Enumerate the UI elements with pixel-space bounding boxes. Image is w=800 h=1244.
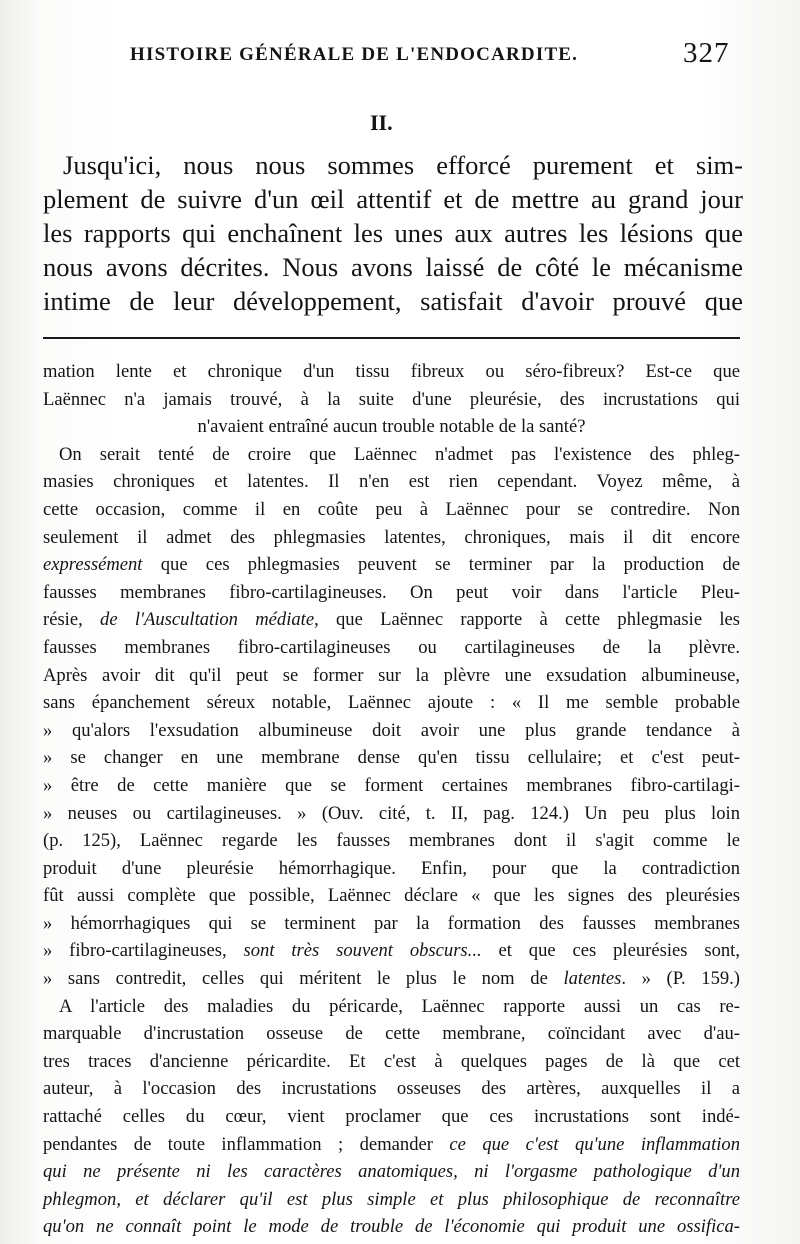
- footnote-text: résie,: [43, 609, 101, 631]
- running-title: HISTOIRE GÉNÉRALE DE L'ENDOCARDITE.: [130, 44, 579, 65]
- footnote-line: [43, 1131, 740, 1159]
- main-text-line: intime de leur développement, satisfait d'avoir prouvé que: [43, 286, 743, 316]
- footnote-line: [43, 441, 740, 469]
- footnote-line: [43, 524, 740, 552]
- footnote-text: » sans contredit, celles qui méritent le plus le nom de: [43, 968, 564, 990]
- footnote-line: [43, 1075, 740, 1103]
- footnote-line: [43, 1158, 740, 1186]
- footnote-line: [43, 1020, 740, 1048]
- footnote-line: [43, 910, 740, 938]
- footnote-italic: de l'Auscultation médiate: [100, 609, 315, 631]
- footnote-text: » fibro-cartilagineuses,: [43, 940, 244, 962]
- footnote-text: rattaché celles du cœur, vient proclamer que ces incrustations sont indé-: [43, 1106, 740, 1128]
- footnote-italic: qu'on ne connaît point le mode de trouble de l'économie qui produit une ossifica-: [43, 1216, 740, 1238]
- footnote-line: [43, 965, 740, 993]
- page-number: 327: [683, 37, 730, 69]
- footnote-text: masies chroniques et latentes. Il n'en est rien cependant. Voyez même, à: [43, 471, 740, 493]
- footnote-line: [43, 1048, 740, 1076]
- footnote-text: fausses membranes fibro-cartilagineuses. On peut voir dans l'article Pleu-: [43, 581, 740, 603]
- footnote-text: sans épanchement séreux notable, Laënnec ajoute : « Il me semble probable: [43, 692, 740, 714]
- footnote-line: [43, 358, 740, 386]
- footnote-italic: phlegmon, et déclarer qu'il est plus simple et plus philosophique de reconnaître: [43, 1188, 740, 1210]
- main-text-line: plement de suivre d'un œil attentif et de mettre au grand jour: [43, 184, 743, 214]
- footnote-text: » neuses ou cartilagineuses. » (Ouv. cité, t. II, pag. 124.) Un peu plus loin: [43, 802, 740, 824]
- footnote-italic: latentes: [563, 968, 622, 990]
- footnote-line: [43, 1186, 740, 1214]
- footnote-line: [43, 606, 740, 634]
- footnote-separator: [43, 337, 740, 339]
- footnote-line: [43, 1103, 740, 1131]
- main-text-line: Jusqu'ici, nous nous sommes efforcé purement et sim-: [63, 150, 743, 180]
- footnote-text: » qu'alors l'exsudation albumineuse doit avoir une plus grande tendance à: [43, 719, 740, 741]
- footnote-text: » se changer en une membrane dense qu'en tissu cellulaire; et c'est peut-: [43, 747, 740, 769]
- footnotes: [43, 358, 740, 1241]
- footnote-line: [43, 937, 740, 965]
- footnote-italic: sont très souvent obscurs...: [243, 940, 482, 962]
- footnote-line: [43, 882, 740, 910]
- footnote-text: marquable d'incrustation osseuse de cette membrane, coïncidant avec d'au-: [43, 1023, 740, 1045]
- footnote-text: Laënnec n'a jamais trouvé, à la suite d'une pleurésie, des incrustations qui: [43, 388, 740, 410]
- footnote-text: cette occasion, comme il en coûte peu à Laënnec pour se contredire. Non: [43, 498, 740, 520]
- footnote-line: [43, 662, 740, 690]
- footnote-line: [43, 772, 740, 800]
- footnote-italic: ce que c'est qu'une inflammation: [449, 1133, 740, 1155]
- footnote-line: [43, 855, 740, 883]
- footnote-text: fausses membranes fibro-cartilagineuses ou cartilagineuses de la plèvre.: [43, 636, 740, 658]
- footnote-line: [43, 717, 740, 745]
- footnote-text: mation lente et chronique d'un tissu fibreux ou séro-fibreux? Est-ce que: [43, 361, 740, 382]
- footnote-text: seulement il admet des phlegmasies latentes, chroniques, mais il dit encore: [43, 526, 740, 548]
- footnote-line: [43, 993, 740, 1021]
- footnote-text: , que Laënnec rapporte à cette phlegmasie les: [314, 609, 741, 631]
- footnote-line: [43, 386, 740, 414]
- footnote-line: [43, 413, 740, 441]
- footnote-line: [43, 800, 740, 828]
- footnote-line: [43, 689, 740, 717]
- footnote-line: [43, 744, 740, 772]
- main-text-line: les rapports qui enchaînent les unes aux autres les lésions que: [43, 218, 743, 248]
- footnote-text: tres traces d'ancienne péricardite. Et c'est à quelques pages de là que cet: [43, 1050, 740, 1072]
- section-number: II.: [370, 110, 393, 135]
- main-text-line: nous avons décrites. Nous avons laissé de côté le mécanisme: [43, 252, 743, 282]
- footnote-text: On serait tenté de croire que Laënnec n'admet pas l'existence des phleg-: [59, 443, 740, 465]
- footnote-line: [43, 579, 740, 607]
- footnote-text: Après avoir dit qu'il peut se former sur la plèvre une exsudation albumineuse,: [43, 664, 740, 686]
- main-text: [43, 148, 743, 318]
- footnote-text: A l'article des maladies du péricarde, Laënnec rapporte aussi un cas re-: [59, 995, 740, 1017]
- footnote-text: pendantes de toute inflammation ; demander: [43, 1133, 450, 1155]
- footnote-line: [43, 496, 740, 524]
- footnote-text: . » (P. 159.): [621, 968, 740, 990]
- footnote-text: (p. 125), Laënnec regarde les fausses membranes dont il s'agit comme le: [43, 830, 740, 852]
- footnote-line: [43, 634, 740, 662]
- footnote-line: [43, 1213, 740, 1241]
- footnote-text: fût aussi complète que possible, Laënnec déclare « que les signes des pleurésies: [43, 885, 740, 907]
- footnote-text: » hémorrhagiques qui se terminent par la formation des fausses membranes: [43, 912, 740, 934]
- footnote-text: n'avaient entraîné aucun trouble notable de la santé?: [197, 416, 586, 438]
- footnote-text: et que ces pleurésies sont,: [481, 940, 740, 962]
- footnote-italic: expressément: [43, 554, 143, 576]
- footnote-italic: qui ne présente ni les caractères anatomiques, ni l'orgasme pathologique d'un: [43, 1161, 740, 1183]
- footnote-line: [43, 827, 740, 855]
- footnote-text: que ces phlegmasies peuvent se terminer par la production de: [142, 554, 740, 576]
- footnote-text: » être de cette manière que se forment certaines membranes fibro-cartilagi-: [43, 774, 740, 796]
- footnote-line: [43, 551, 740, 579]
- footnote-line: [43, 468, 740, 496]
- footnote-text: produit d'une pleurésie hémorrhagique. Enfin, pour que la contradiction: [43, 857, 740, 879]
- footnote-text: auteur, à l'occasion des incrustations osseuses des artères, auxquelles il a: [43, 1078, 740, 1100]
